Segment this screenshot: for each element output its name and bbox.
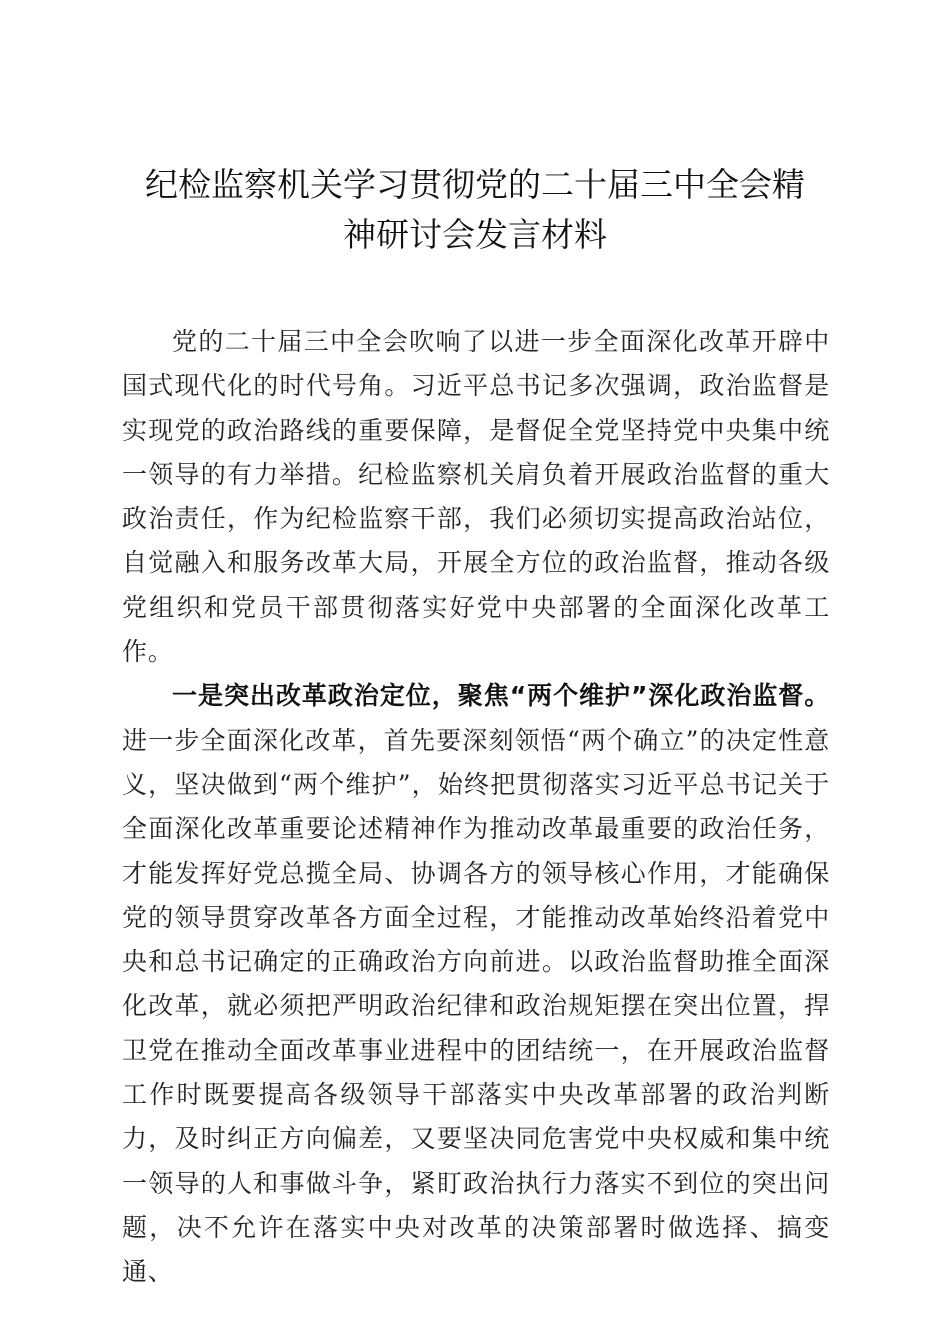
paragraph-point-one-heading: 一是突出改革政治定位，聚焦“两个维护”深化政治监督。 [172,681,830,711]
title-line-2: 神研讨会发言材料 [343,215,607,254]
document-title [100,160,850,260]
paragraph-point-one-text: 进一步全面深化改革，首先要深刻领悟“两个确立”的决定性意义，坚决做到“两个维护”，始终把贯彻落实习近平总书记关于全面深化改革重要论述精神作为推动改革最重要的政治任务，才能发挥好党总揽全局、协调各方的领导核心作用，才能确保党的领导贯穿改革各方面全过程，才能推动改革始终沿着党中央和总书记确定的正确政治方向前进。以政治监督助推全面深化改革，就必须把严明政治纪律和政治规矩摆在突出位置，捍卫党在推动全面改革事业进程中的团结统一，在开展政治监督工作时既要提高各级领导干部落实中央改革部署的政治判断力，及时纠正方向偏差，又要坚决同危害党中央权威和集中统一领导的人和事做斗争，紧盯政治执行力落实不到位的突出问题，决不允许在落实中央对改革的决策部署时做选择、搞变通、 [122,725,830,1287]
title-line-1: 纪检监察机关学习贯彻党的二十届三中全会精 [145,165,805,204]
paragraph-point-one [122,674,830,1294]
paragraph-intro-text: 党的二十届三中全会吹响了以进一步全面深化改革开辟中国式现代化的时代号角。习近平总书记多次强调，政治监督是实现党的政治路线的重要保障，是督促全党坚持党中央集中统一领导的有力举措。纪检监察机关肩负着开展政治监督的重大政治责任，作为纪检监察干部，我们必须切实提高政治站位，自觉融入和服务改革大局，开展全方位的政治监督，推动各级党组织和党员干部贯彻落实好党中央部署的全面深化改革工作。 [122,327,830,667]
document-body [122,320,830,1295]
paragraph-intro [122,320,830,674]
